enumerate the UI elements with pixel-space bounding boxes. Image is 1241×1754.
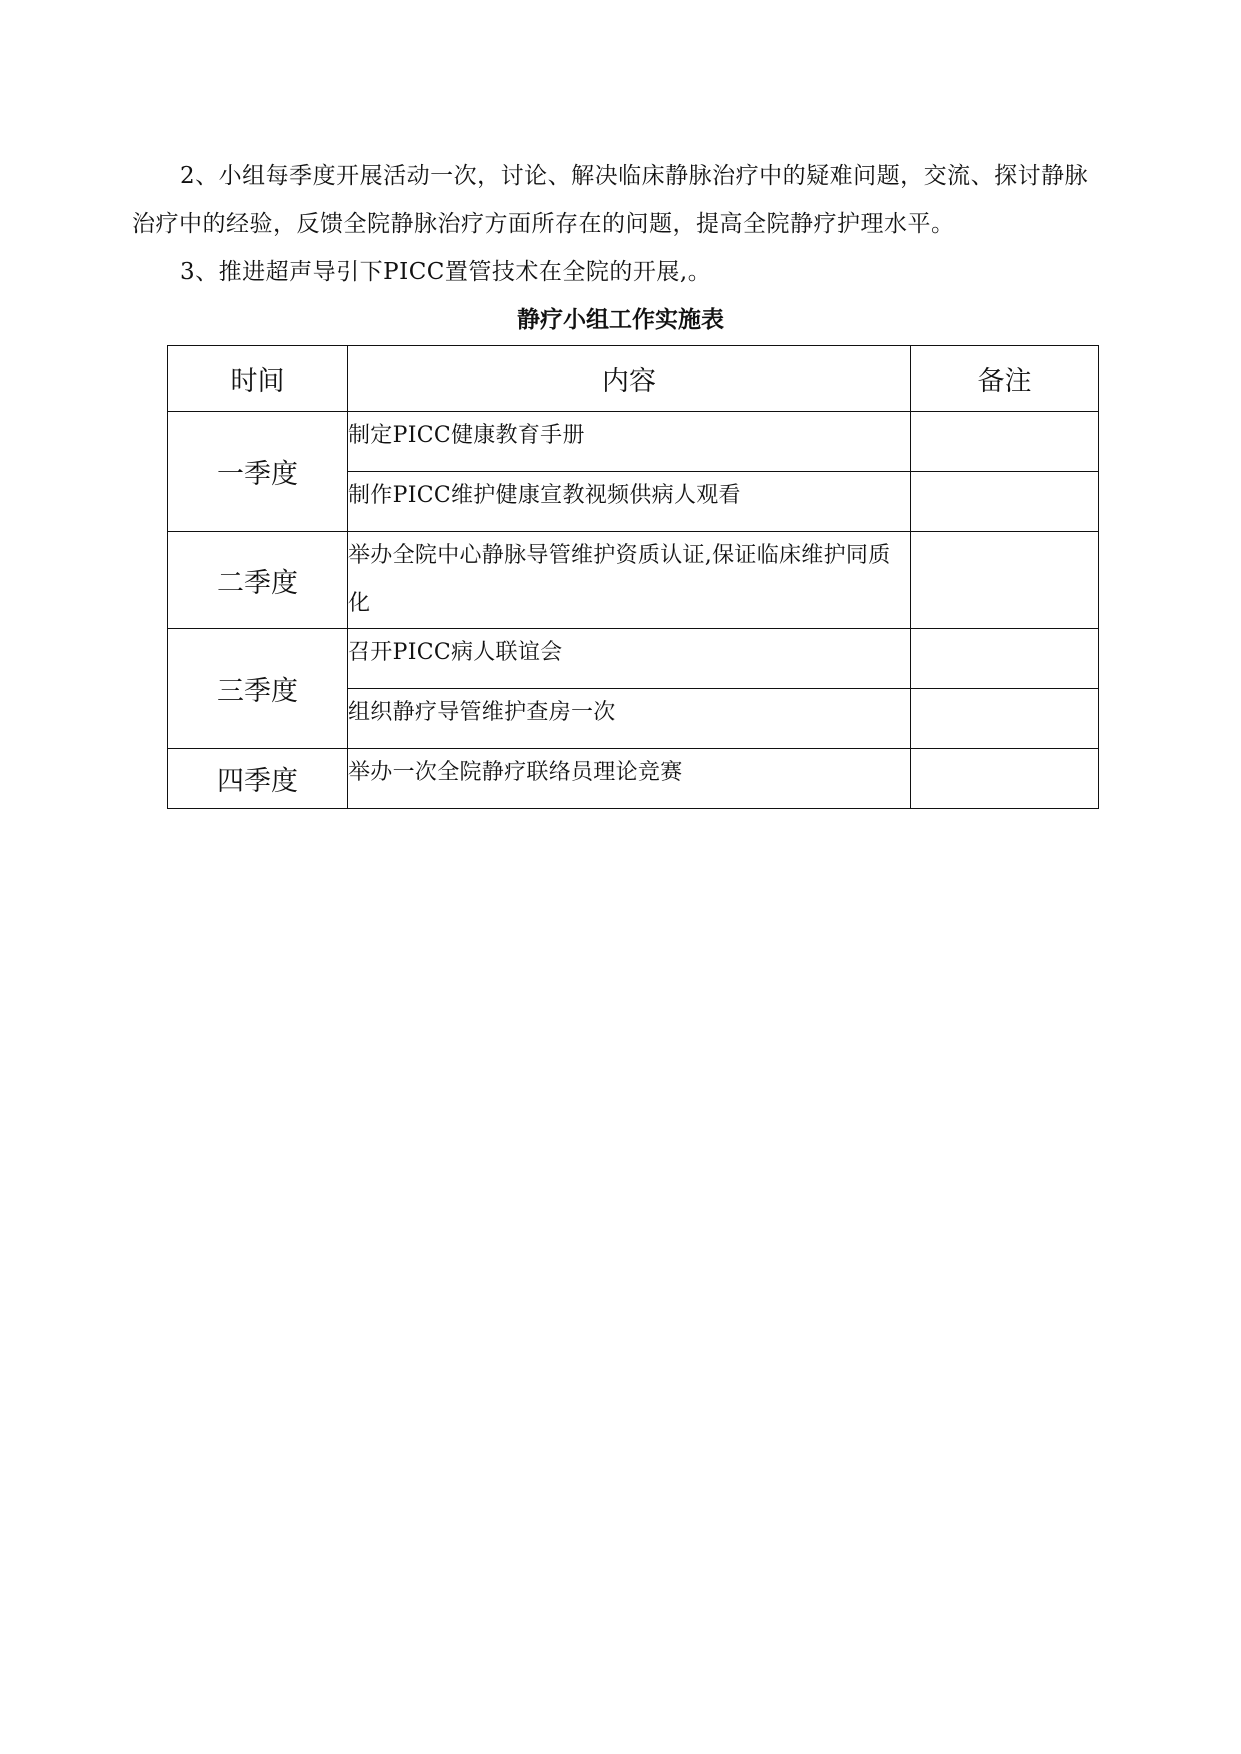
content-cell: 制作PICC维护健康宣教视频供病人观看: [348, 472, 911, 532]
table-row: [168, 629, 1099, 689]
content-cell: 举办全院中心静脉导管维护资质认证,保证临床维护同质化: [348, 532, 911, 629]
content-cell: 制定PICC健康教育手册: [348, 412, 911, 472]
table-row: [168, 412, 1099, 472]
quarter-label-q2: 二季度: [168, 532, 348, 629]
note-cell: [911, 629, 1099, 689]
header-content: 内容: [348, 346, 911, 412]
table-row: [168, 532, 1099, 629]
paragraph-item-2: 2、小组每季度开展活动一次，讨论、解决临床静脉治疗中的疑难问题，交流、探讨静脉治疗中的经验，反馈全院静脉治疗方面所存在的问题，提高全院静疗护理水平。: [132, 163, 1089, 237]
content-cell: 举办一次全院静疗联络员理论竞赛: [348, 749, 911, 809]
note-cell: [911, 749, 1099, 809]
work-plan-table: [167, 345, 1099, 809]
paragraph-item-3: 3、推进超声导引下PICC置管技术在全院的开展,。: [180, 259, 712, 285]
note-cell: [911, 412, 1099, 472]
quarter-label-q3: 三季度: [168, 629, 348, 749]
content-cell: 召开PICC病人联谊会: [348, 629, 911, 689]
note-cell: [911, 689, 1099, 749]
note-cell: [911, 532, 1099, 629]
table-header-row: [168, 346, 1099, 412]
table-row: [168, 749, 1099, 809]
table-title: 静疗小组工作实施表: [517, 306, 724, 333]
header-time: 时间: [168, 346, 348, 412]
note-cell: [911, 472, 1099, 532]
quarter-label-q4: 四季度: [168, 749, 348, 809]
content-cell: 组织静疗导管维护查房一次: [348, 689, 911, 749]
header-note: 备注: [911, 346, 1099, 412]
quarter-label-q1: 一季度: [168, 412, 348, 532]
